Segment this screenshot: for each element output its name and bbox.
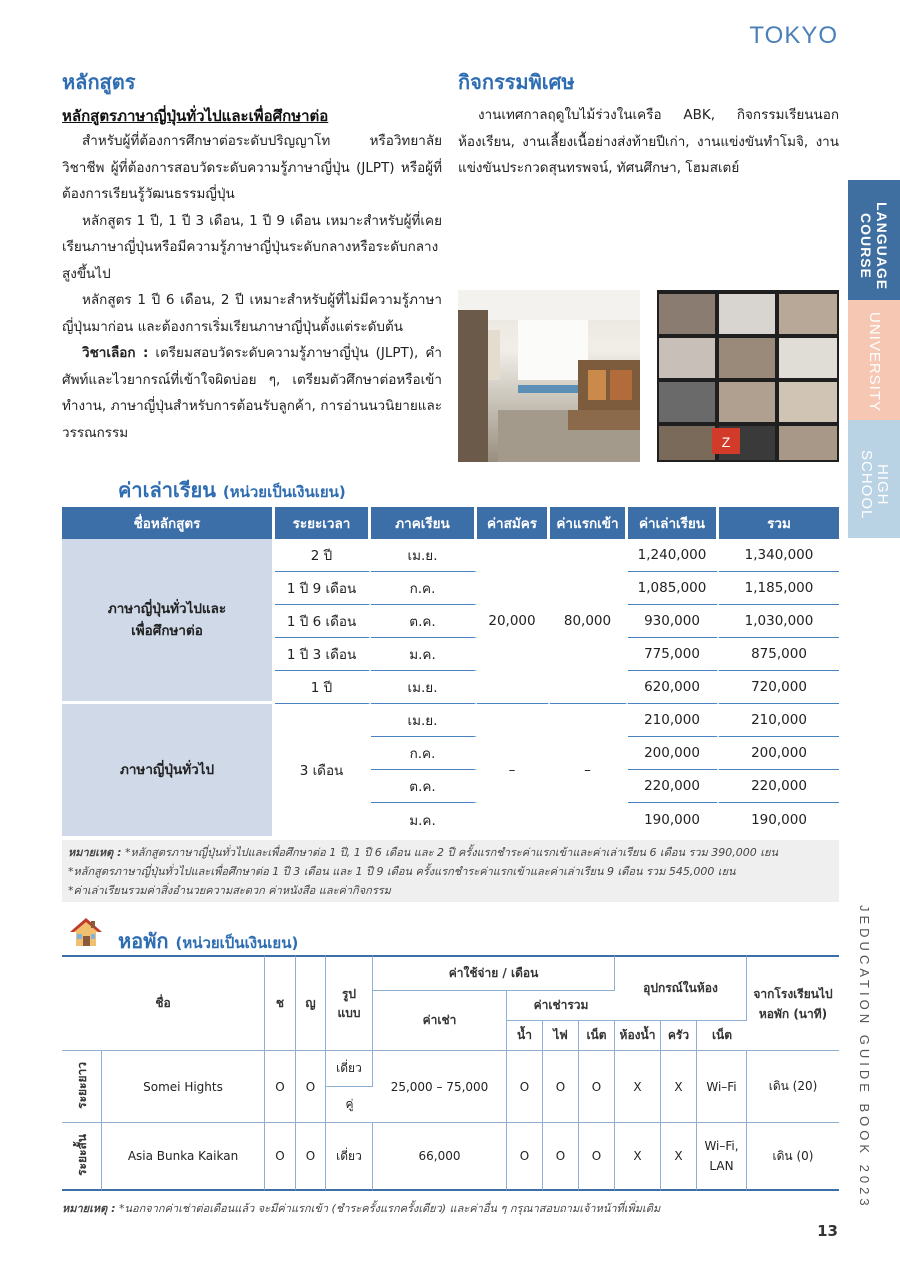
column-header: ค่าเล่าเรียน xyxy=(628,507,719,539)
column-header: เน็ต xyxy=(579,1021,615,1051)
total-cell: 190,000 xyxy=(751,811,807,828)
entrance-fee-cell: – xyxy=(550,704,628,836)
entrance-fee-cell: 80,000 xyxy=(550,539,628,704)
total-cell: 720,000 xyxy=(719,671,839,704)
male-cell: O xyxy=(265,1051,296,1123)
total-cell: 210,000 xyxy=(719,704,839,737)
course-name-cell: ภาษาญี่ปุ่นทั่วไป xyxy=(62,704,275,836)
table-row xyxy=(62,1051,839,1087)
fees-heading: ค่าเล่าเรียน (หน่วยเป็นเงินเยน) xyxy=(118,478,346,502)
tuition-cell: 620,000 xyxy=(628,671,719,704)
tuition-cell: 210,000 xyxy=(628,704,719,737)
column-header: ห้องน้ำ xyxy=(615,1021,661,1051)
duration-cell: 1 ปี 9 เดือน xyxy=(275,572,371,605)
course-paragraph-2: หลักสูตร 1 ปี, 1 ปี 3 เดือน, 1 ปี 9 เดือน เหมาะสำหรับผู้ที่เคยเรียนภาษาญี่ปุ่นหรือมีความรู้ภาษาญี่ปุ่นระดับกลางหรือระดับกลางสูงขึ้นไป xyxy=(62,212,442,282)
column-header: ค่าสมัคร xyxy=(477,507,550,539)
electric-cell: O xyxy=(543,1123,579,1191)
dorm-name-cell: Asia Bunka Kaikan xyxy=(102,1123,265,1191)
tuition-cell: 1,085,000 xyxy=(628,572,719,605)
term-cell: เม.ย. xyxy=(371,671,477,704)
tuition-cell: 1,240,000 xyxy=(628,539,719,572)
type-cell: เดี่ยว xyxy=(326,1123,373,1191)
term-cell: ม.ค. xyxy=(371,803,477,836)
equip-net-cell: Wi–Fi, LAN xyxy=(697,1123,747,1191)
period-cell: ระยะยาว xyxy=(62,1051,102,1123)
dorm-note: หมายเหตุ : *นอกจากค่าเช่าต่อเดือนแล้ว จะมีค่าแรกเข้า (ชำระครั้งแรกครั้งเดียว) และค่าอื่น ๆ กรุณาสอบถามเจ้าหน้าที่เพิ่มเติม xyxy=(62,1202,661,1215)
table-row xyxy=(62,1123,839,1191)
column-header: ระยะเวลา xyxy=(275,507,371,539)
duration-cell: 1 ปี 3 เดือน xyxy=(275,638,371,671)
female-cell: O xyxy=(296,1051,326,1123)
column-header: รวม xyxy=(719,507,839,539)
course-description xyxy=(62,128,442,446)
total-cell: 1,030,000 xyxy=(719,605,839,638)
elective-label: วิชาเลือก : xyxy=(82,345,149,361)
fees-note-1: *หลักสูตรภาษาญี่ปุ่นทั่วไปและเพื่อศึกษาต่อ 1 ปี, 1 ปี 6 เดือน และ 2 ปี ครั้งแรกชำระค่าแรกเข้าและค่าเล่าเรียน 6 เดือน รวม 390,000 เยน xyxy=(125,846,779,859)
elective-text: เตรียมสอบวัดระดับความรู้ภาษาญี่ปุ่น (JLPT), คำศัพท์และไวยากรณ์ที่เข้าใจผิดบ่อย ๆ, เตรียมตัวศึกษาต่อหรือเข้าทำงาน, ภาษาญี่ปุ่นสำหรับการต้อนรับลูกค้า, การอ่านนวนิยายและวรรณกรรม xyxy=(62,345,442,441)
net-cell: O xyxy=(579,1051,615,1123)
female-cell: O xyxy=(296,1123,326,1191)
column-header: ค่าใช้จ่าย / เดือน xyxy=(373,955,615,991)
net-cell: O xyxy=(579,1123,615,1191)
course-paragraph-3: หลักสูตร 1 ปี 6 เดือน, 2 ปี เหมาะสำหรับผู้ที่ไม่มีความรู้ภาษาญี่ปุ่นมาก่อน และต้องการเริ่มเรียนภาษาญี่ปุ่นตั้งแต่ระดับต้น xyxy=(62,292,442,335)
kitchen-cell: X xyxy=(661,1051,697,1123)
page-number: 13 xyxy=(817,1222,838,1240)
fees-note-2: *หลักสูตรภาษาญี่ปุ่นทั่วไปและเพื่อศึกษาต่อ 1 ปี 3 เดือน และ 1 ปี 9 เดือน ครั้งแรกชำระค่าแรกเข้าและค่าเล่าเรียน 9 เดือน รวม 545,000 เยน xyxy=(68,865,736,878)
duration-cell: 1 ปี xyxy=(275,671,371,704)
type-cell: เดี่ยว xyxy=(326,1051,373,1087)
bath-cell: X xyxy=(615,1123,661,1191)
table-header-row xyxy=(62,507,839,539)
type-cell: คู่ xyxy=(326,1087,373,1123)
column-header: ค่าเช่ารวม xyxy=(507,991,615,1021)
tuition-cell: 775,000 xyxy=(628,638,719,671)
application-fee-cell: – xyxy=(477,704,550,836)
bath-cell: X xyxy=(615,1051,661,1123)
course-name-cell: ภาษาญี่ปุ่นทั่วไปและเพื่อศึกษาต่อ xyxy=(62,539,275,704)
elective-paragraph xyxy=(62,340,442,446)
column-header: รูปแบบ xyxy=(326,955,373,1051)
column-header: ช xyxy=(265,955,296,1051)
duration-cell: 3 เดือน xyxy=(275,704,371,836)
column-header: ญ xyxy=(296,955,326,1051)
total-cell: 200,000 xyxy=(719,737,839,770)
term-cell: ต.ค. xyxy=(371,770,477,803)
dorm-table xyxy=(62,955,839,1191)
activities-heading: กิจกรรมพิเศษ xyxy=(458,70,575,94)
column-header: ค่าเช่า xyxy=(373,991,507,1051)
kitchen-cell: X xyxy=(661,1123,697,1191)
online-class-photo xyxy=(657,290,839,462)
campus-lounge-photo xyxy=(458,290,640,462)
total-cell: 875,000 xyxy=(719,638,839,671)
column-header: อุปกรณ์ในห้อง xyxy=(615,955,747,1021)
term-cell: เม.ย. xyxy=(371,704,477,737)
tab-language-course[interactable]: LANGUAGE COURSE xyxy=(848,180,900,300)
fees-note-3: *ค่าเล่าเรียนรวมค่าสิ่งอำนวยความสะดวก ค่าหนังสือ และค่ากิจกรรม xyxy=(68,884,391,897)
column-header: ภาคเรียน xyxy=(371,507,477,539)
tuition-cell: 190,000 xyxy=(628,803,719,836)
course-paragraph-1: สำหรับผู้ที่ต้องการศึกษาต่อระดับปริญญาโท หรือวิทยาลัยวิชาชีพ ผู้ที่ต้องการสอบวัดระดับความรู้ภาษาญี่ปุ่น (JLPT) หรือผู้ที่ต้องการเรียนรู้วัฒนธรรมญี่ปุ่น xyxy=(62,133,442,202)
activities-text: งานเทศกาลฤดูใบไม้ร่วงในเครือ ABK, กิจกรรมเรียนนอกห้องเรียน, งานเลี้ยงเนื้อย่างส่งท้ายปีเก่า, งานแข่งขันทำโมจิ, งานแข่งขันประกวดสุนทรพจน์, ทัศนศึกษา, โฮมสเตย์ xyxy=(458,107,839,176)
distance-cell: เดิน (0) xyxy=(747,1123,839,1191)
column-header: ไฟ xyxy=(543,1021,579,1051)
column-header: ครัว xyxy=(661,1021,697,1051)
rent-cell: 25,000 – 75,000 xyxy=(373,1051,507,1123)
term-cell: ม.ค. xyxy=(371,638,477,671)
total-cell: 1,340,000 xyxy=(719,539,839,572)
tuition-cell: 220,000 xyxy=(628,770,719,803)
column-header: ชื่อหลักสูตร xyxy=(62,507,275,539)
rent-cell: 66,000 xyxy=(373,1123,507,1191)
tuition-cell: 930,000 xyxy=(628,605,719,638)
course-heading: หลักสูตร xyxy=(62,70,136,94)
duration-cell: 2 ปี xyxy=(275,539,371,572)
equip-net-cell: Wi–Fi xyxy=(697,1051,747,1123)
column-header: ค่าแรกเข้า xyxy=(550,507,628,539)
total-cell: 1,185,000 xyxy=(719,572,839,605)
distance-cell: เดิน (20) xyxy=(747,1051,839,1123)
term-cell: ต.ค. xyxy=(371,605,477,638)
application-fee-cell: 20,000 xyxy=(477,539,550,704)
table-row xyxy=(62,704,839,737)
dorm-heading: หอพัก (หน่วยเป็นเงินเยน) xyxy=(118,929,299,953)
electric-cell: O xyxy=(543,1051,579,1123)
water-cell: O xyxy=(507,1123,543,1191)
fees-notes xyxy=(62,840,839,902)
total-cell: 220,000 xyxy=(719,770,839,803)
house-icon xyxy=(70,916,102,948)
tuition-table xyxy=(62,507,839,836)
male-cell: O xyxy=(265,1123,296,1191)
guide-book-label: JEDUCATION GUIDE BOOK 2023 xyxy=(857,905,872,1210)
city-label: TOKYO xyxy=(749,22,838,49)
column-header: จากโรงเรียนไปหอพัก (นาที) xyxy=(747,955,839,1051)
column-header: ชื่อ xyxy=(62,955,265,1051)
column-header: น้ำ xyxy=(507,1021,543,1051)
tuition-cell: 200,000 xyxy=(628,737,719,770)
dorm-name-cell: Somei Hights xyxy=(102,1051,265,1123)
dorm-header-row xyxy=(62,955,839,991)
term-cell: เม.ย. xyxy=(371,539,477,572)
tab-university[interactable]: UNIVERSITY xyxy=(848,300,900,420)
duration-cell: 1 ปี 6 เดือน xyxy=(275,605,371,638)
term-cell: ก.ค. xyxy=(371,737,477,770)
term-cell: ก.ค. xyxy=(371,572,477,605)
table-row xyxy=(62,539,839,572)
column-header: เน็ต xyxy=(697,1021,747,1051)
course-subheading: หลักสูตรภาษาญี่ปุ่นทั่วไปและเพื่อศึกษาต่อ xyxy=(62,107,329,125)
svg-text:Z: Z xyxy=(721,434,731,450)
fees-note-label: หมายเหตุ : xyxy=(68,846,122,859)
water-cell: O xyxy=(507,1051,543,1123)
activities-description xyxy=(458,102,839,182)
tab-high-school[interactable]: HIGH SCHOOL xyxy=(848,420,900,538)
period-cell: ระยะสั้น xyxy=(62,1123,102,1191)
